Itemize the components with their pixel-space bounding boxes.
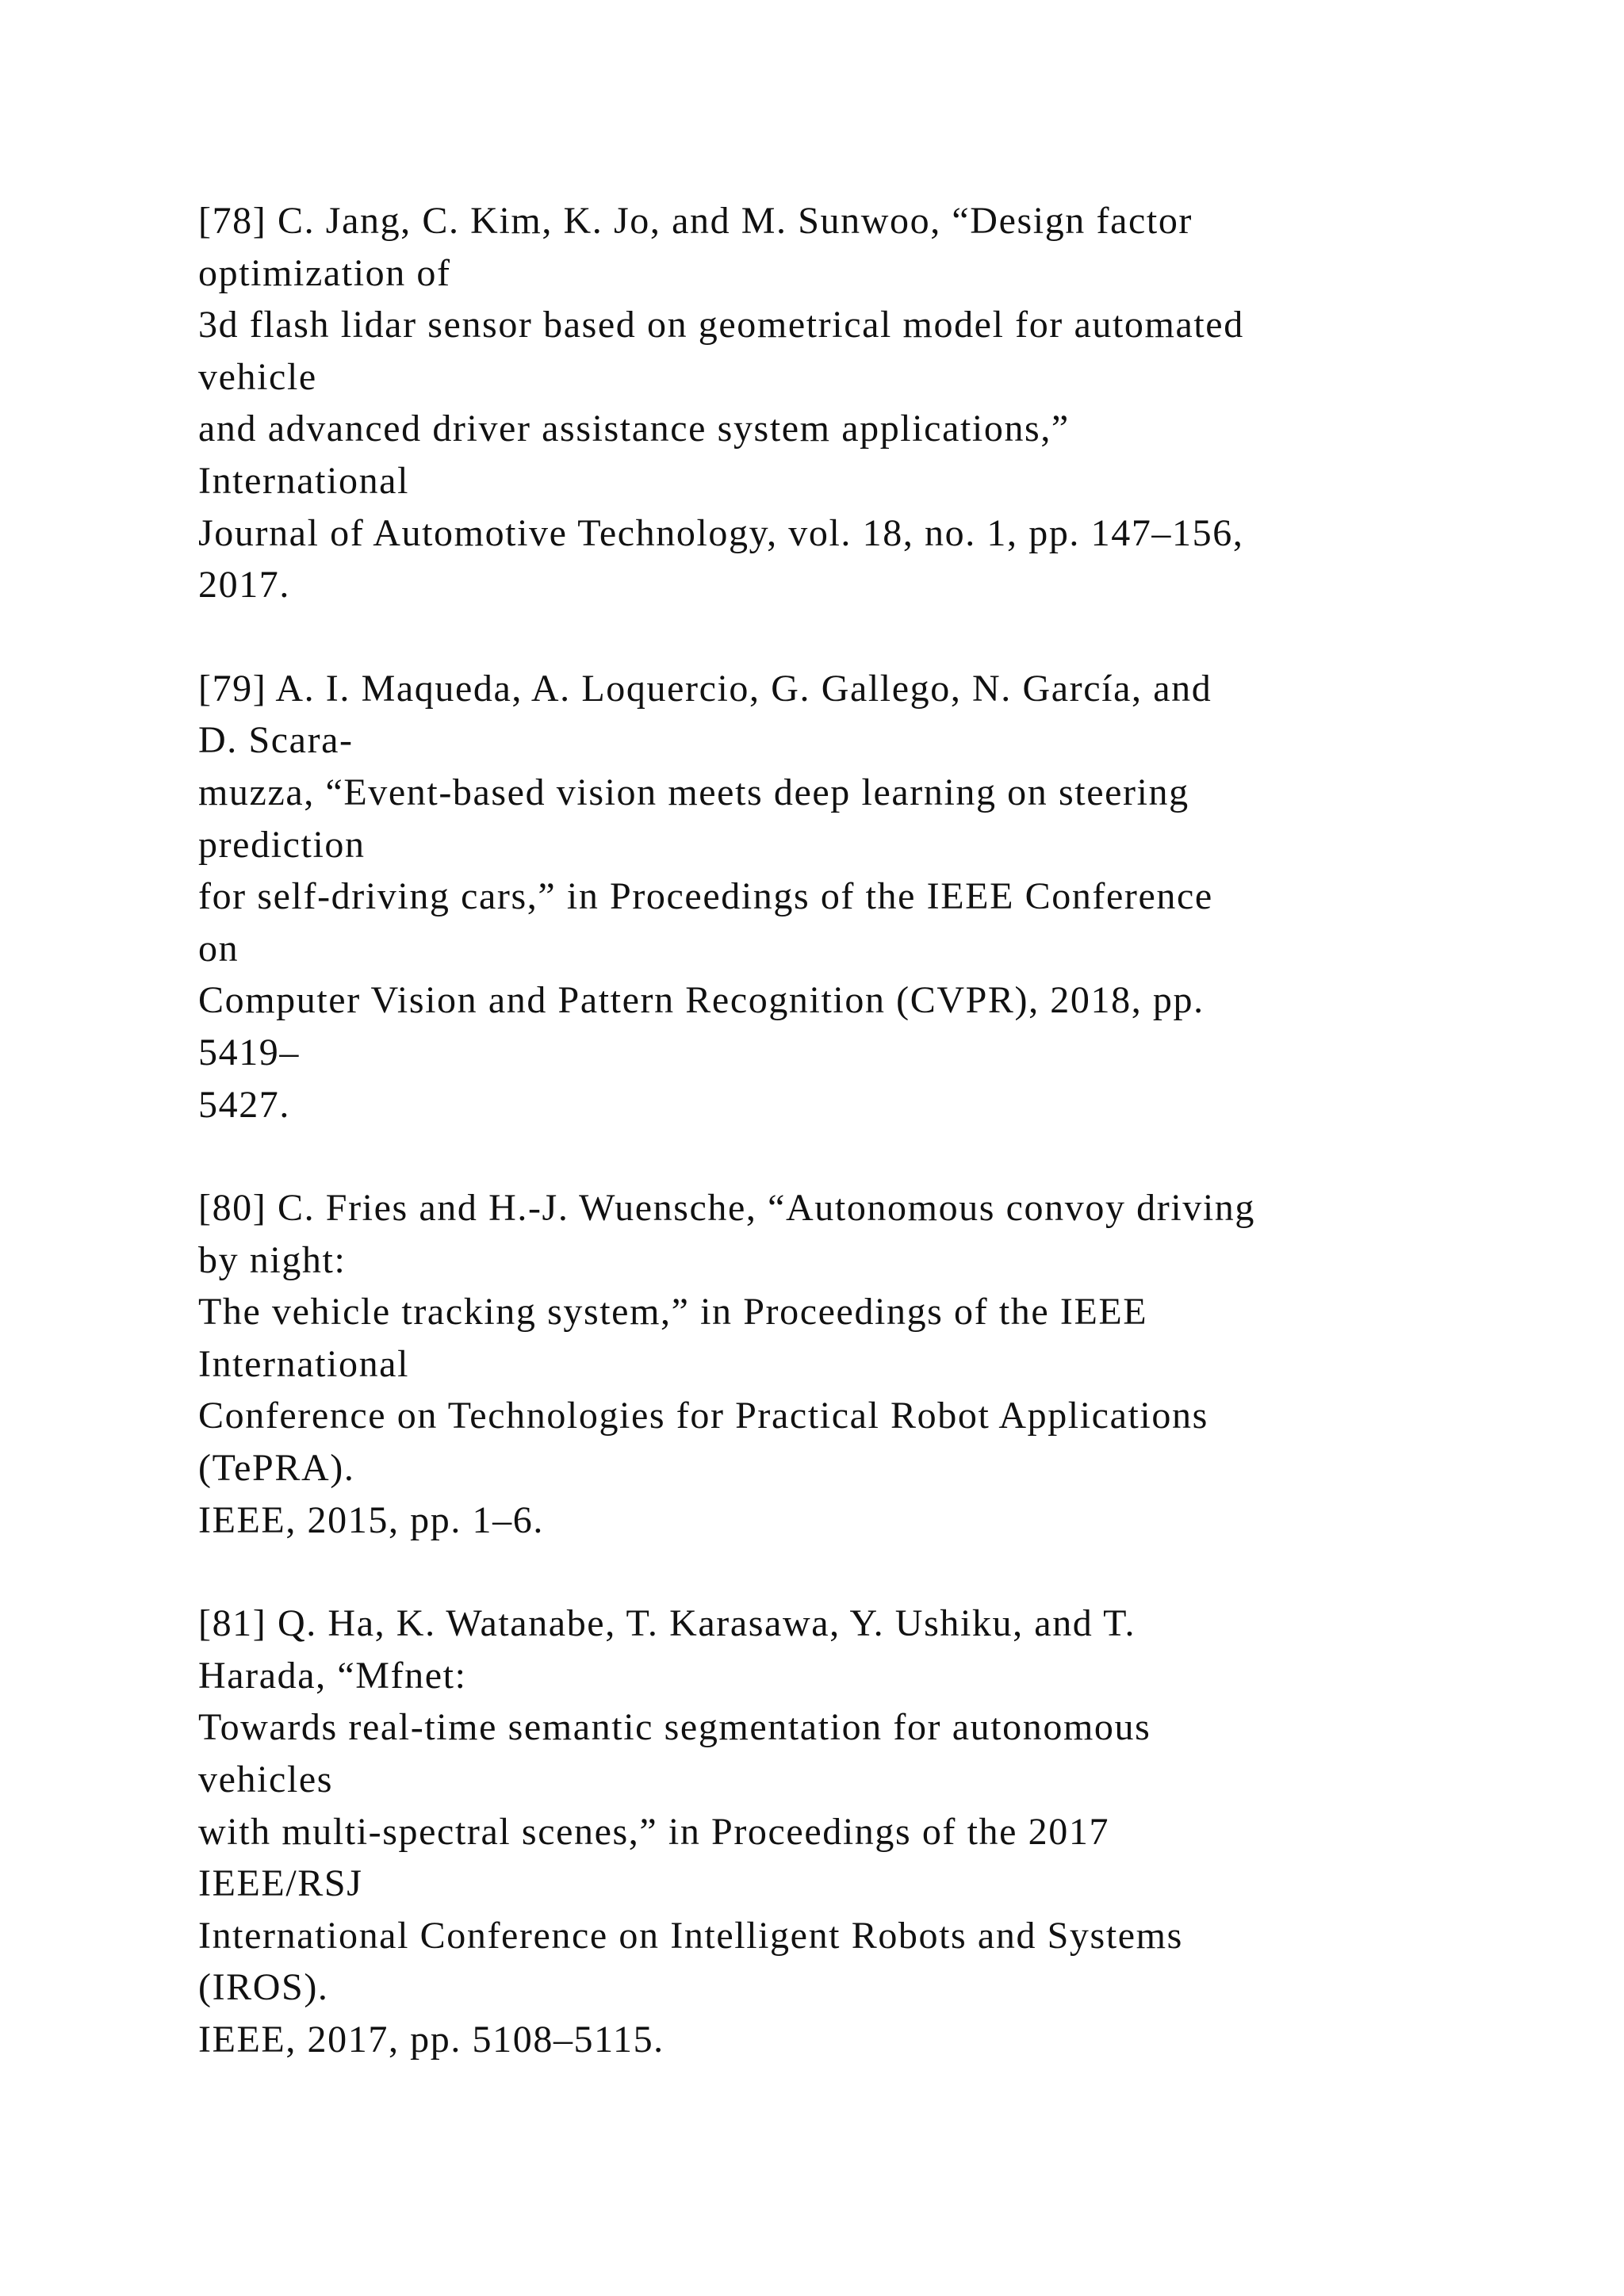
reference-line: (IROS). — [198, 1966, 329, 2009]
reference-line: by night: — [198, 1238, 347, 1281]
reference-line: 2017. — [198, 564, 290, 607]
reference-line: optimization of — [198, 251, 451, 294]
reference-line: [79] A. I. Maqueda, A. Loquercio, G. Gallego, N. García, and — [198, 667, 1212, 710]
reference-line: International — [198, 1342, 410, 1385]
reference-line: 3d flash lidar sensor based on geometrical model for automated — [198, 304, 1244, 346]
reference-line: (TePRA). — [198, 1447, 355, 1490]
reference-81 — [198, 1598, 1467, 2065]
reference-line: vehicles — [198, 1758, 334, 1801]
reference-line: [80] C. Fries and H.-J. Wuensche, “Autonomous convoy driving — [198, 1187, 1256, 1230]
reference-line: on — [198, 927, 239, 970]
reference-80 — [198, 1182, 1467, 1546]
reference-line: for self-driving cars,” in Proceedings of the IEEE Conference — [198, 875, 1213, 918]
reference-line: 5427. — [198, 1083, 290, 1126]
reference-79 — [198, 663, 1467, 1131]
reference-line: The vehicle tracking system,” in Proceedings of the IEEE — [198, 1291, 1148, 1334]
reference-78 — [198, 195, 1467, 611]
reference-line: Harada, “Mfnet: — [198, 1654, 467, 1697]
reference-line: International Conference on Intelligent Robots and Systems — [198, 1914, 1183, 1957]
reference-line: prediction — [198, 823, 366, 866]
reference-line: [81] Q. Ha, K. Watanabe, T. Karasawa, Y. Ushiku, and T. — [198, 1602, 1136, 1645]
reference-line: Towards real-time semantic segmentation for autonomous — [198, 1706, 1151, 1749]
reference-line: D. Scara- — [198, 719, 354, 762]
reference-line: 5419– — [198, 1031, 300, 1073]
reference-line: Computer Vision and Pattern Recognition (CVPR), 2018, pp. — [198, 979, 1205, 1022]
reference-line: vehicle — [198, 355, 317, 398]
reference-line: muzza, “Event-based vision meets deep learning on steering — [198, 771, 1189, 813]
reference-line: IEEE, 2015, pp. 1–6. — [198, 1498, 544, 1541]
reference-line: IEEE/RSJ — [198, 1862, 363, 1905]
reference-line: IEEE, 2017, pp. 5108–5115. — [198, 2019, 665, 2061]
reference-line: with multi-spectral scenes,” in Proceedings of the 2017 — [198, 1810, 1110, 1853]
reference-line: Journal of Automotive Technology, vol. 18, no. 1, pp. 147–156, — [198, 511, 1244, 554]
reference-line: International — [198, 459, 410, 502]
reference-list — [198, 195, 1467, 2118]
reference-line: and advanced driver assistance system applications,” — [198, 408, 1070, 450]
reference-line: Conference on Technologies for Practical Robot Applications — [198, 1395, 1208, 1437]
reference-line: [78] C. Jang, C. Kim, K. Jo, and M. Sunwoo, “Design factor — [198, 200, 1193, 242]
